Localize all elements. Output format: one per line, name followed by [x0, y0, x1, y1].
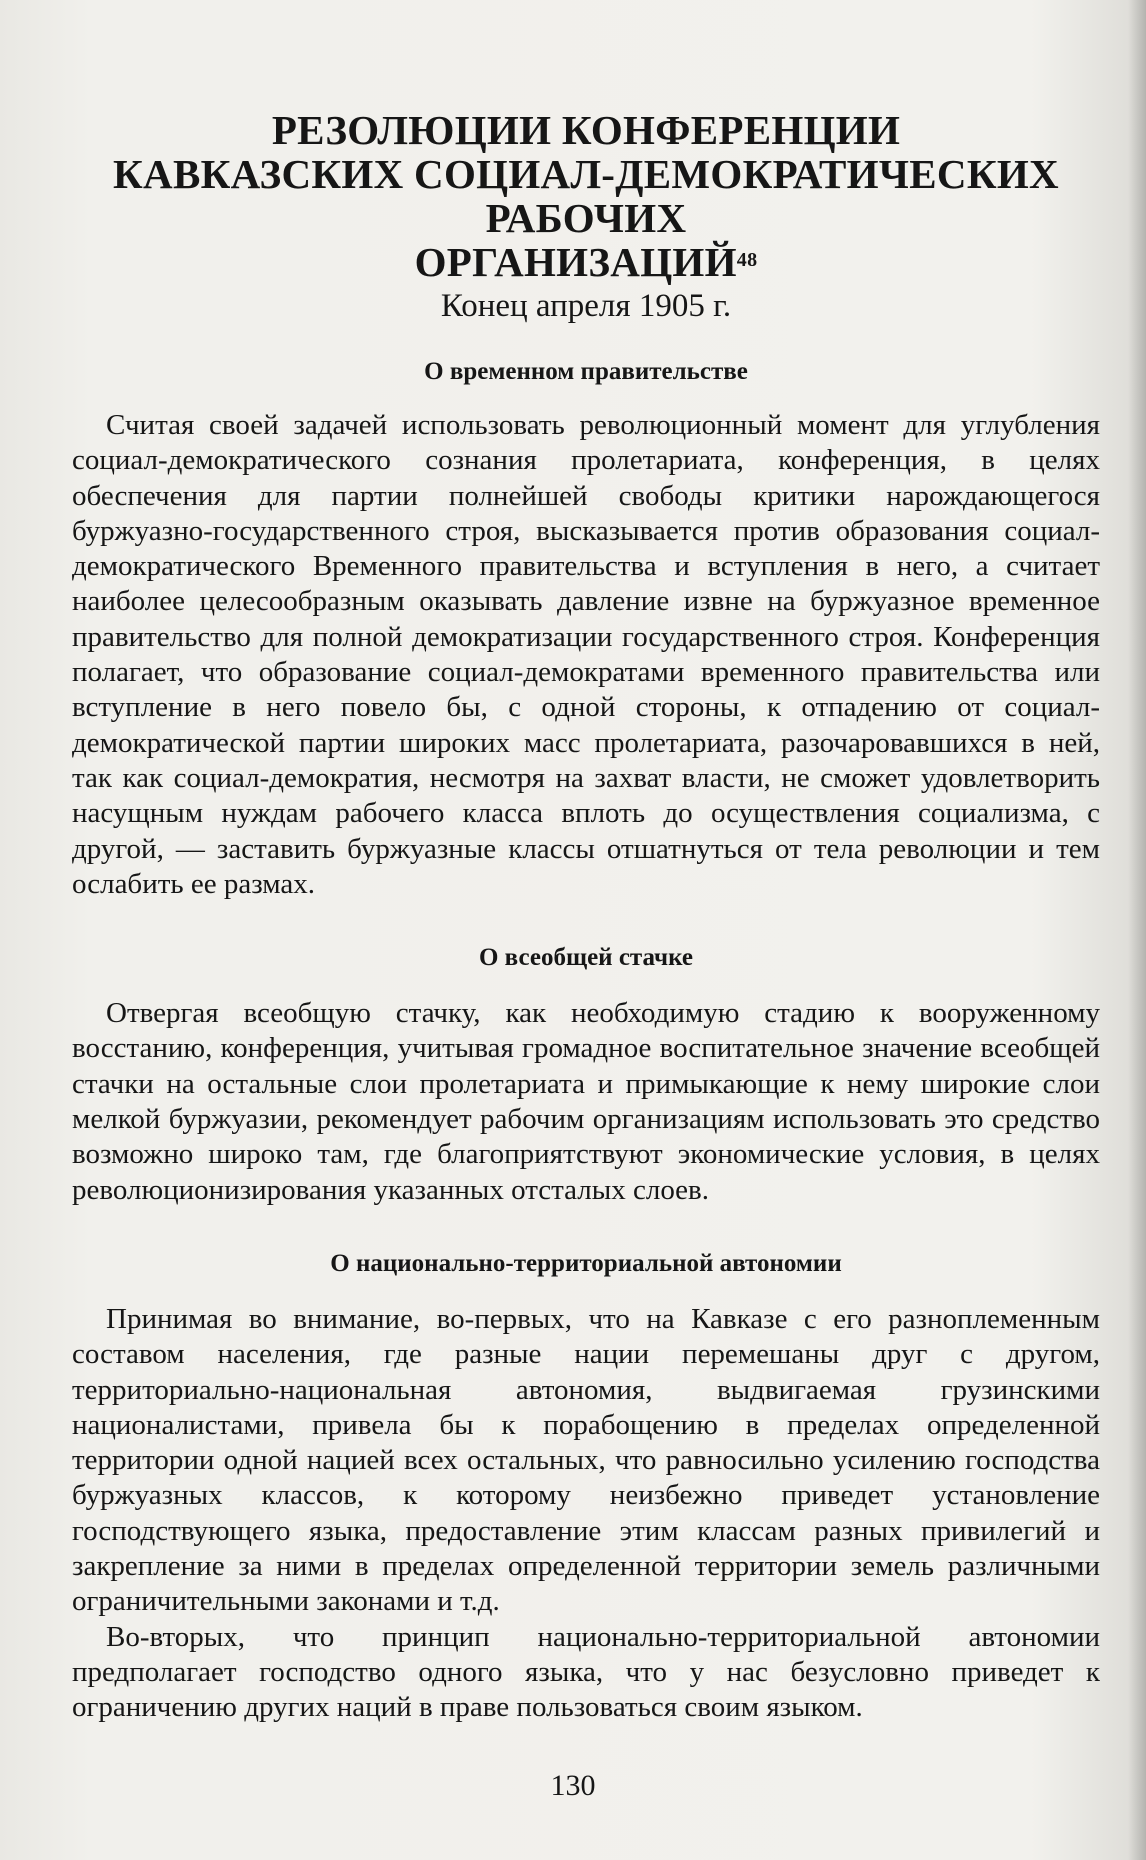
footnote-reference: 48	[736, 249, 758, 271]
paragraph-national-autonomy-2: Во-вторых, что принцип национально-территориальной автономии предполагает господство одного языка, что у нас безусловно приведет к ограничению других наций в праве пользоваться своим языком.	[72, 1620, 1100, 1724]
paragraph-national-autonomy-1: Принимая во внимание, во-первых, что на Кавказе с его разноплеменным составом населения, где разные нации перемешаны друг с другом, территориально-национальная автономия, выдвигаемая грузинскими националистами, привела бы к порабощению в пределах определенной территории одной нацией всех остальных, что равносильно усилению господства буржуазных классов, к которому неизбежно приведет установление господствующего языка, предоставление этим классам разных привилегий и закрепление за ними в пределах определенной территории земель различными ограничительными законами и т.д.	[72, 1302, 1100, 1618]
title-line-3-text: ОРГАНИЗАЦИЙ	[414, 239, 737, 285]
page-spine-shadow	[1128, 0, 1146, 1860]
title-line-2: КАВКАЗСКИХ СОЦИАЛ-ДЕМОКРАТИЧЕСКИХ РАБОЧИХ	[113, 151, 1059, 241]
page-number: 130	[550, 1769, 596, 1802]
page-content	[72, 108, 1100, 1726]
section-heading-general-strike: О всеобщей стачке	[478, 944, 693, 972]
paragraph-general-strike: Отвергая всеобщую стачку, как необходимую стадию к вооруженному восстанию, конференция, учитывая громадное воспитательное значение всеобщей стачки на остальные слои пролетариата и примыкающие к нему широкие слои мелкой буржуазии, рекомендует рабочим организациям использовать это средство возможно широко там, где благоприятствуют экономические условия, в целях революционизирования указанных отсталых слоев.	[72, 997, 1100, 1206]
title-line-3	[72, 240, 1100, 284]
section-heading-provisional-government: О временном правительстве	[424, 358, 748, 385]
document-title	[72, 108, 1100, 284]
title-line-1: РЕЗОЛЮЦИИ КОНФЕРЕНЦИИ	[271, 107, 901, 153]
paragraph-provisional-government: Считая своей задачей использовать революционный момент для углубления социал-демократического сознания пролетариата, конференция, в целях обеспечения для партии полнейшей свободы критики нарождающегося буржуазно-государственного строя, высказывается против образования социал-демократического Временного правительства и вступления в него, а считает наиболее целесообразным оказывать давление извне на буржуазное временное правительство для полной демократизации государственного строя. Конференция полагает, что образование социал-демократами временного правительства или вступление в него повело бы, с одной стороны, к отпадению от социал-демократической партии широких масс пролетариата, разочаровавшихся в ней, так как социал-демократия, несмотря на захват власти, не сможет удовлетворить насущным нуждам рабочего класса вплоть до осуществления социализма, с другой, — заставить буржуазные классы отшатнуться от тела революции и тем ослабить ее размах.	[72, 409, 1100, 900]
section-heading-national-autonomy: О национально-территориальной автономии	[330, 1249, 842, 1277]
document-date: Конец апреля 1905 г.	[440, 288, 732, 324]
